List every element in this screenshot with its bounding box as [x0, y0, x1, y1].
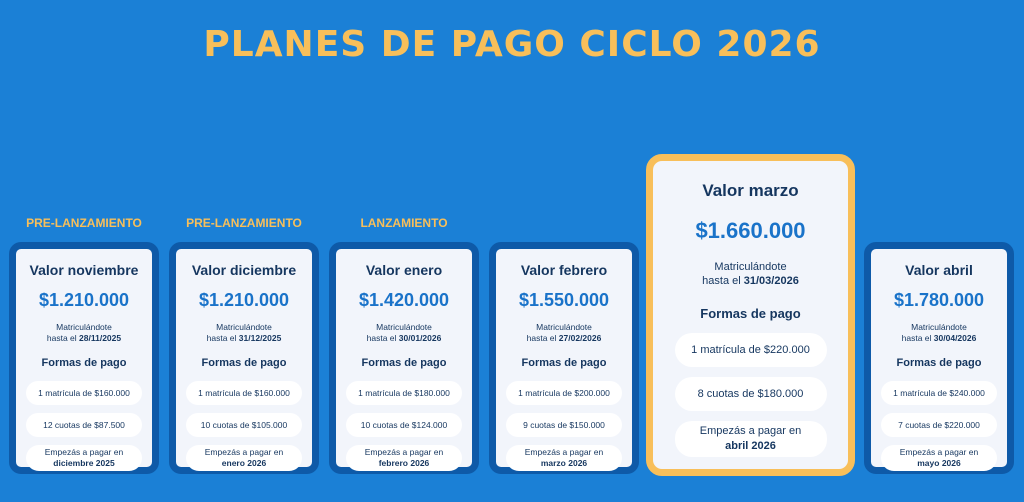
payment-option-installments: 10 cuotas de $124.000	[346, 413, 462, 437]
payment-option-installments: 7 cuotas de $220.000	[881, 413, 997, 437]
plan-card-abril	[864, 242, 1014, 474]
plan-name: Valor marzo	[702, 181, 799, 200]
plan-card-febrero	[489, 242, 639, 474]
plan-card-diciembre	[169, 242, 319, 474]
payment-forms-heading: Formas de pago	[896, 357, 982, 369]
payment-forms-heading: Formas de pago	[700, 306, 801, 321]
plan-deadline: Matriculándote hasta el 30/04/2026	[901, 322, 977, 343]
payment-option-enrollment: 1 matrícula de $220.000	[675, 333, 827, 367]
payment-option-enrollment: 1 matrícula de $160.000	[186, 381, 302, 405]
payment-option-enrollment: 1 matrícula de $200.000	[506, 381, 622, 405]
payment-option-enrollment: 1 matrícula de $160.000	[26, 381, 142, 405]
payment-option-enrollment: 1 matrícula de $240.000	[881, 381, 997, 405]
plan-deadline: Matriculándote hasta el 27/02/2026	[526, 322, 602, 343]
payment-option-installments: 8 cuotas de $180.000	[675, 377, 827, 411]
plan-deadline: Matriculándote hasta el 28/11/2025	[46, 322, 122, 343]
payment-start: Empezás a pagar en marzo 2026	[506, 445, 622, 471]
payment-start: Empezás a pagar en diciembre 2025	[26, 445, 142, 471]
card-tag: PRE-LANZAMIENTO	[26, 216, 142, 230]
payment-forms-heading: Formas de pago	[201, 357, 287, 369]
payment-option-installments: 9 cuotas de $150.000	[506, 413, 622, 437]
payment-start: Empezás a pagar en enero 2026	[186, 445, 302, 471]
payment-option-enrollment: 1 matrícula de $180.000	[346, 381, 462, 405]
plan-name: Valor abril	[905, 262, 973, 278]
card-tag: PRE-LANZAMIENTO	[186, 216, 302, 230]
payment-forms-heading: Formas de pago	[41, 357, 127, 369]
plan-price: $1.660.000	[695, 218, 806, 243]
payment-forms-heading: Formas de pago	[361, 357, 447, 369]
payment-start: Empezás a pagar en abril 2026	[675, 421, 827, 457]
plan-name: Valor noviembre	[29, 262, 139, 278]
plan-name: Valor febrero	[520, 262, 608, 278]
page-title: PLANES DE PAGO CICLO 2026	[203, 24, 821, 65]
plan-card-marzo-featured	[646, 154, 855, 476]
plan-deadline: Matriculándote hasta el 31/03/2026	[702, 261, 799, 287]
plan-price: $1.420.000	[358, 290, 450, 310]
card-tag: LANZAMIENTO	[360, 216, 448, 230]
payment-option-installments: 10 cuotas de $105.000	[186, 413, 302, 437]
plan-card-enero	[329, 242, 479, 474]
plan-price: $1.780.000	[893, 290, 985, 310]
plan-price: $1.210.000	[198, 290, 290, 310]
plan-price: $1.550.000	[518, 290, 610, 310]
payment-start: Empezás a pagar en mayo 2026	[881, 445, 997, 471]
plan-deadline: Matriculándote hasta el 30/01/2026	[366, 322, 442, 343]
payment-start: Empezás a pagar en febrero 2026	[346, 445, 462, 471]
plan-name: Valor enero	[365, 262, 443, 278]
plan-name: Valor diciembre	[191, 262, 297, 278]
plan-price: $1.210.000	[38, 290, 130, 310]
plan-card-noviembre	[9, 242, 159, 474]
payment-forms-heading: Formas de pago	[521, 357, 607, 369]
payment-option-installments: 12 cuotas de $87.500	[26, 413, 142, 437]
plan-deadline: Matriculándote hasta el 31/12/2025	[206, 322, 282, 343]
